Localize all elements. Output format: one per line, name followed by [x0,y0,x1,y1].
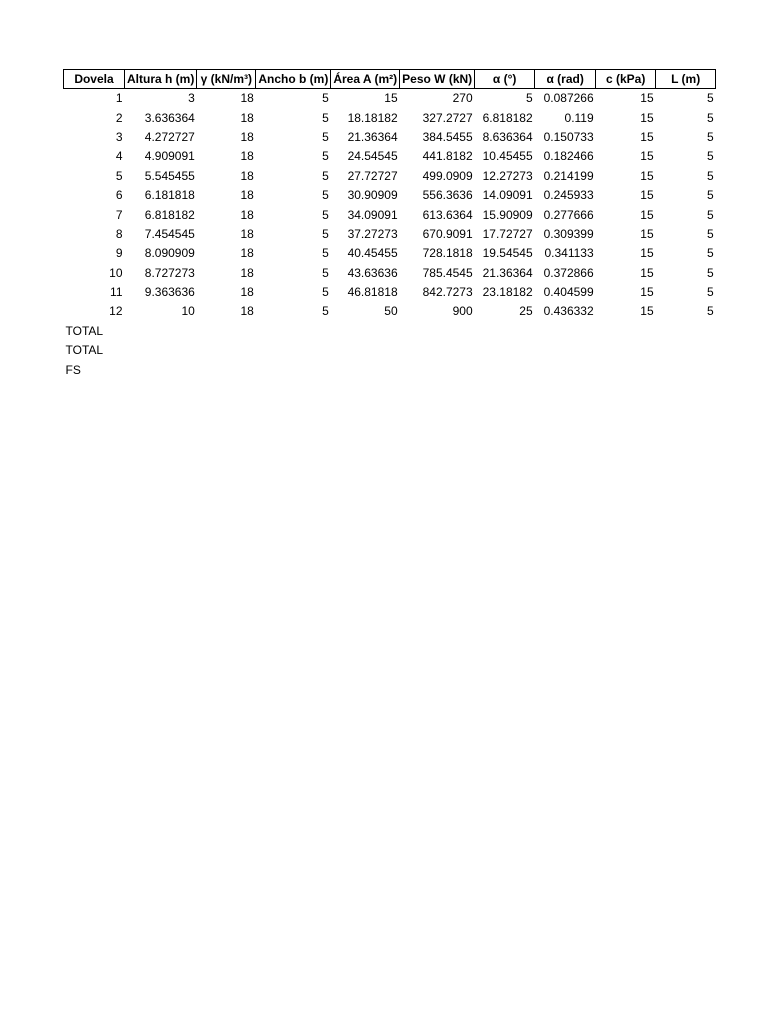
table-row [64,244,716,263]
table-row [64,108,716,127]
table-cell[interactable]: 5 [322,91,329,106]
summary-row [64,360,716,379]
table-cell[interactable]: 5 [706,91,714,106]
header-cell[interactable]: Ancho b (m) [256,70,331,89]
table-cell[interactable]: 15 [640,168,654,183]
table-cell[interactable]: 5 [322,226,329,241]
empty-cell[interactable] [256,360,331,379]
table-cell[interactable]: 15 [640,304,654,319]
table-cell[interactable]: 5 [706,129,714,144]
table-cell[interactable]: 46.81818 [347,285,398,300]
table-cell[interactable]: 12 [109,304,123,319]
empty-cell[interactable] [331,341,400,360]
table-cell[interactable]: 6.818182 [482,110,533,125]
table-cell[interactable]: 8.090909 [144,246,195,261]
table-cell[interactable]: 5 [706,285,714,300]
table-cell[interactable]: 556.3636 [422,188,473,203]
table-cell[interactable]: 8.727273 [144,265,195,280]
table-cell[interactable]: 18 [240,129,254,144]
table-cell[interactable]: 23.18182 [482,285,533,300]
empty-cell[interactable] [400,360,475,379]
table-row [64,225,716,244]
table-cell[interactable]: 15 [640,149,654,164]
table-cell[interactable]: 18 [240,91,254,106]
table-cell[interactable]: 5 [322,110,329,125]
table-cell[interactable]: 15 [640,226,654,241]
empty-cell[interactable] [475,360,535,379]
empty-cell[interactable] [656,341,716,360]
table-cell[interactable]: 5 [322,285,329,300]
table-cell[interactable]: 4.909091 [144,149,195,164]
table-cell[interactable]: 4.272727 [144,129,195,144]
table-cell[interactable]: 12.27273 [482,168,533,183]
table-cell[interactable]: 900 [452,304,473,319]
empty-cell[interactable] [125,360,197,379]
table-cell[interactable]: 5 [706,149,714,164]
table-cell[interactable]: 5 [322,129,329,144]
header-cell[interactable]: α (rad) [535,70,596,89]
table-cell[interactable]: 14.09091 [482,188,533,203]
table-cell[interactable]: 18 [240,246,254,261]
header-cell[interactable]: α (°) [475,70,535,89]
empty-cell[interactable] [256,322,331,341]
table-cell[interactable]: 15 [640,188,654,203]
table-cell[interactable]: 18 [240,285,254,300]
header-cell[interactable]: Área A (m²) [331,70,400,89]
table-cell[interactable]: 0.372866 [543,265,594,280]
table-cell[interactable]: 670.9091 [422,226,473,241]
table-cell[interactable]: 0.341133 [544,246,594,261]
table-cell[interactable]: 10 [109,265,123,280]
empty-cell[interactable] [535,322,596,341]
table-cell[interactable]: 5 [706,226,714,241]
table-cell[interactable]: 15 [640,129,654,144]
table-cell[interactable]: 43.63636 [347,265,398,280]
table-cell[interactable]: 8.636364 [482,129,533,144]
table-cell[interactable]: 6 [115,188,123,203]
empty-cell[interactable] [331,322,400,341]
table-row [64,186,716,205]
table-cell[interactable]: 9.363636 [144,285,195,300]
empty-cell[interactable] [535,341,596,360]
summary-label[interactable]: TOTAL [65,323,104,338]
table-cell[interactable]: 5 [706,265,714,280]
header-cell[interactable]: Dovela [64,70,125,89]
table-cell[interactable]: 785.4545 [422,265,473,280]
table-row [64,167,716,186]
table-cell[interactable]: 0.087266 [543,91,594,106]
table-cell[interactable]: 34.09091 [347,207,398,222]
table-cell[interactable]: 6.818182 [144,207,195,222]
table-cell[interactable]: 15 [640,285,654,300]
summary-row [64,322,716,341]
table-cell[interactable]: 0.277666 [543,207,594,222]
table-cell[interactable]: 0.214199 [543,168,594,183]
table-row [64,283,716,302]
header-cell[interactable]: c (kPa) [596,70,656,89]
table-cell[interactable]: 6.181818 [144,188,195,203]
empty-cell[interactable] [535,360,596,379]
table-cell[interactable]: 15 [640,91,654,106]
table-row [64,128,716,147]
table-cell[interactable]: 18 [240,304,254,319]
table-cell[interactable]: 0.436332 [543,304,594,319]
empty-cell[interactable] [197,360,256,379]
table-cell[interactable]: 8 [115,226,123,241]
table-cell[interactable]: 18 [240,265,254,280]
header-cell[interactable]: γ (kN/m³) [197,70,256,89]
empty-cell[interactable] [596,360,656,379]
table-cell[interactable]: 15 [640,110,654,125]
table-cell[interactable]: 18 [240,168,254,183]
table-cell[interactable]: 0.309399 [543,226,594,241]
table-cell[interactable]: 842.7273 [422,285,473,300]
table-cell[interactable]: 327.2727 [422,110,473,125]
table-cell[interactable]: 3 [188,91,195,106]
table-cell[interactable]: 5 [115,168,123,183]
table-cell[interactable]: 21.36364 [347,129,398,144]
table-cell[interactable]: 27.72727 [347,168,398,183]
table-cell[interactable]: 3 [115,129,123,144]
summary-label[interactable]: FS [65,362,81,377]
table-cell[interactable]: 18 [240,188,254,203]
table-cell[interactable]: 25 [519,304,533,319]
table-cell[interactable]: 5 [322,304,329,319]
table-cell[interactable]: 15 [640,265,654,280]
table-cell[interactable]: 5 [525,91,533,106]
table-cell[interactable]: 5 [706,168,714,183]
table-cell[interactable]: 50 [384,304,398,319]
table-cell[interactable]: 1 [115,91,123,106]
table-cell[interactable]: 0.182466 [543,149,594,164]
empty-cell[interactable] [596,322,656,341]
table-cell[interactable]: 19.54545 [482,246,533,261]
table-cell[interactable]: 15.90909 [482,207,533,222]
table-cell[interactable]: 5 [706,207,714,222]
table-cell[interactable]: 0.245933 [543,188,594,203]
table-cell[interactable]: 5 [322,246,329,261]
table-cell[interactable]: 18 [240,207,254,222]
summary-row [64,341,716,360]
empty-cell[interactable] [256,341,331,360]
table-cell[interactable]: 15 [640,246,654,261]
table-cell[interactable]: 18 [240,149,254,164]
empty-cell[interactable] [475,341,535,360]
table-cell[interactable]: 17.72727 [482,226,533,241]
table-cell[interactable]: 15 [640,207,654,222]
table-cell[interactable]: 5 [322,188,329,203]
table-cell[interactable]: 5 [706,188,714,203]
table-cell[interactable]: 18.18182 [347,110,398,125]
table-cell[interactable]: 3.636364 [144,110,195,125]
table-cell[interactable]: 18 [240,226,254,241]
table-cell[interactable]: 4 [115,149,123,164]
table-cell[interactable]: 15 [384,91,398,106]
table-cell[interactable]: 441.8182 [422,149,473,164]
empty-cell[interactable] [125,322,197,341]
table-cell[interactable]: 37.27273 [347,226,398,241]
table-cell[interactable]: 613.6364 [422,207,473,222]
empty-cell[interactable] [656,322,716,341]
table-row [64,205,716,224]
empty-cell[interactable] [596,341,656,360]
table-cell[interactable]: 7.454545 [144,226,195,241]
table-cell[interactable]: 24.54545 [347,149,398,164]
table-cell[interactable]: 5 [706,304,714,319]
table-cell[interactable]: 5 [706,110,714,125]
table-row [64,147,716,166]
header-cell[interactable]: Altura h (m) [125,70,197,89]
empty-cell[interactable] [197,341,256,360]
table-cell[interactable]: 2 [115,110,123,125]
empty-cell[interactable] [331,360,400,379]
table-row [64,264,716,283]
table-cell[interactable]: 0.119 [564,110,594,125]
table-row [64,302,716,321]
summary-label[interactable]: TOTAL [65,343,104,358]
table-cell[interactable]: 5 [706,246,714,261]
header-cell[interactable]: Peso W (kN) [400,70,475,89]
table-cell[interactable]: 40.45455 [347,246,398,261]
spreadsheet-table [63,69,716,380]
table-cell[interactable]: 9 [115,246,123,261]
table-cell[interactable]: 270 [452,91,473,106]
table-cell[interactable]: 728.1818 [422,246,473,261]
empty-cell[interactable] [475,322,535,341]
empty-cell[interactable] [125,341,197,360]
table-cell[interactable]: 384.5455 [422,129,473,144]
table-row [64,89,716,109]
table-cell[interactable]: 21.36364 [482,265,533,280]
table-cell[interactable]: 0.404599 [543,285,594,300]
table-cell[interactable]: 5 [322,265,329,280]
table-cell[interactable]: 499.0909 [422,168,473,183]
table-cell[interactable]: 11 [110,285,123,300]
empty-cell[interactable] [400,322,475,341]
empty-cell[interactable] [656,360,716,379]
table-cell[interactable]: 7 [115,207,123,222]
table-cell[interactable]: 5 [322,207,329,222]
table-cell[interactable]: 10 [181,304,195,319]
table-cell[interactable]: 0.150733 [543,129,594,144]
table-cell[interactable]: 5 [322,149,329,164]
table-cell[interactable]: 18 [240,110,254,125]
empty-cell[interactable] [197,322,256,341]
header-row [64,70,716,89]
table-cell[interactable]: 30.90909 [347,188,398,203]
table-cell[interactable]: 10.45455 [482,149,533,164]
table-body [64,89,716,380]
empty-cell[interactable] [400,341,475,360]
table-cell[interactable]: 5 [322,168,329,183]
header-cell[interactable]: L (m) [656,70,716,89]
table-cell[interactable]: 5.545455 [144,168,195,183]
